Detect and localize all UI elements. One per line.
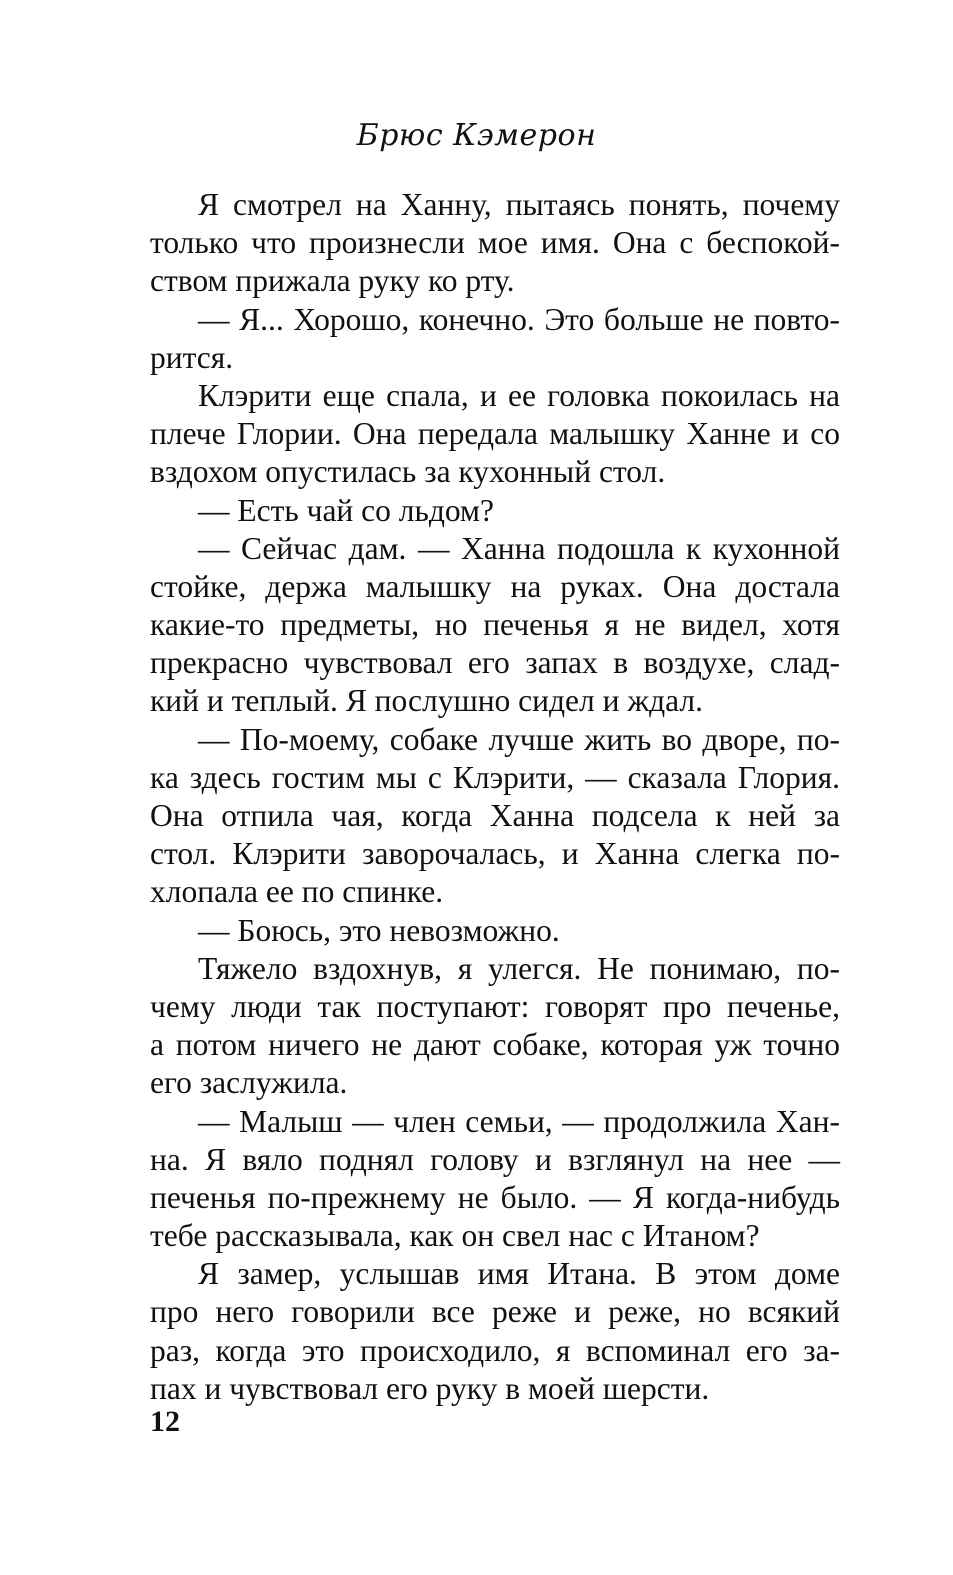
text-line: на. Я вяло поднял голову и взглянул на нее — [150, 1141, 840, 1177]
text-line: — Малыш — член семьи, — продолжила Хан- [198, 1103, 840, 1139]
text-line: Я замер, услышав имя Итана. В этом доме [198, 1256, 840, 1292]
text-line: плече Глории. Она передала малышку Ханне и со [150, 416, 840, 452]
text-line: печенья по-прежнему не было. — Я когда-нибудь [150, 1179, 840, 1215]
text-line: какие-то предметы, но печенья я не видел, хотя [150, 607, 840, 643]
text-line: а потом ничего не дают собаке, которая уж точно [150, 1027, 840, 1063]
text-line: кий и теплый. Я послушно сидел и ждал. [150, 683, 704, 719]
text-line: хлопала ее по спинке. [150, 874, 444, 910]
page-number: 12 [150, 1405, 180, 1438]
text-line: его заслужила. [150, 1065, 348, 1101]
text-line: чему люди так поступают: говорят про печенье, [150, 988, 840, 1024]
text-line: раз, когда это происходило, я вспоминал его за- [150, 1332, 840, 1368]
text-line: — Боюсь, это невозможно. [198, 912, 560, 948]
text-line: вздохом опустилась за кухонный стол. [150, 454, 666, 490]
text-line: про него говорили все реже и реже, но всякий [150, 1294, 840, 1330]
text-line: — Есть чай со льдом? [198, 492, 494, 528]
text-line: — Я... Хорошо, конечно. Это больше не повто- [198, 301, 840, 337]
text-line: — По-моему, собаке лучше жить во дворе, по- [198, 721, 840, 757]
text-line: стол. Клэрити заворочалась, и Ханна слегка по- [150, 836, 840, 872]
running-head: Брюс Кэмерон [356, 118, 597, 153]
text-line: Клэрити еще спала, и ее головка покоилась на [198, 377, 840, 413]
text-line: Я смотрел на Ханну, пытаясь понять, почему [198, 187, 840, 222]
text-line: Тяжело вздохнув, я улегся. Не понимаю, по- [198, 950, 840, 986]
text-line: рится. [150, 339, 234, 375]
text-line: ка здесь гостим мы с Клэрити, — сказала Глория. [150, 759, 840, 795]
text-line: пах и чувствовал его руку в моей шерсти. [150, 1370, 710, 1406]
text-line: — Сейчас дам. — Ханна подошла к кухонной [198, 530, 840, 566]
text-line: ством прижала руку ко рту. [150, 263, 515, 299]
body-text [150, 186, 840, 1408]
text-line: Она отпила чая, когда Ханна подсела к ней за [150, 798, 840, 833]
text-line: тебе рассказывала, как он свел нас с Итаном? [150, 1218, 760, 1254]
text-line: только что произнесли мое имя. Она с беспокой- [150, 225, 840, 261]
text-line: прекрасно чувствовал его запах в воздухе, слад- [150, 645, 840, 681]
text-line: стойке, держа малышку на руках. Она достала [150, 568, 840, 604]
